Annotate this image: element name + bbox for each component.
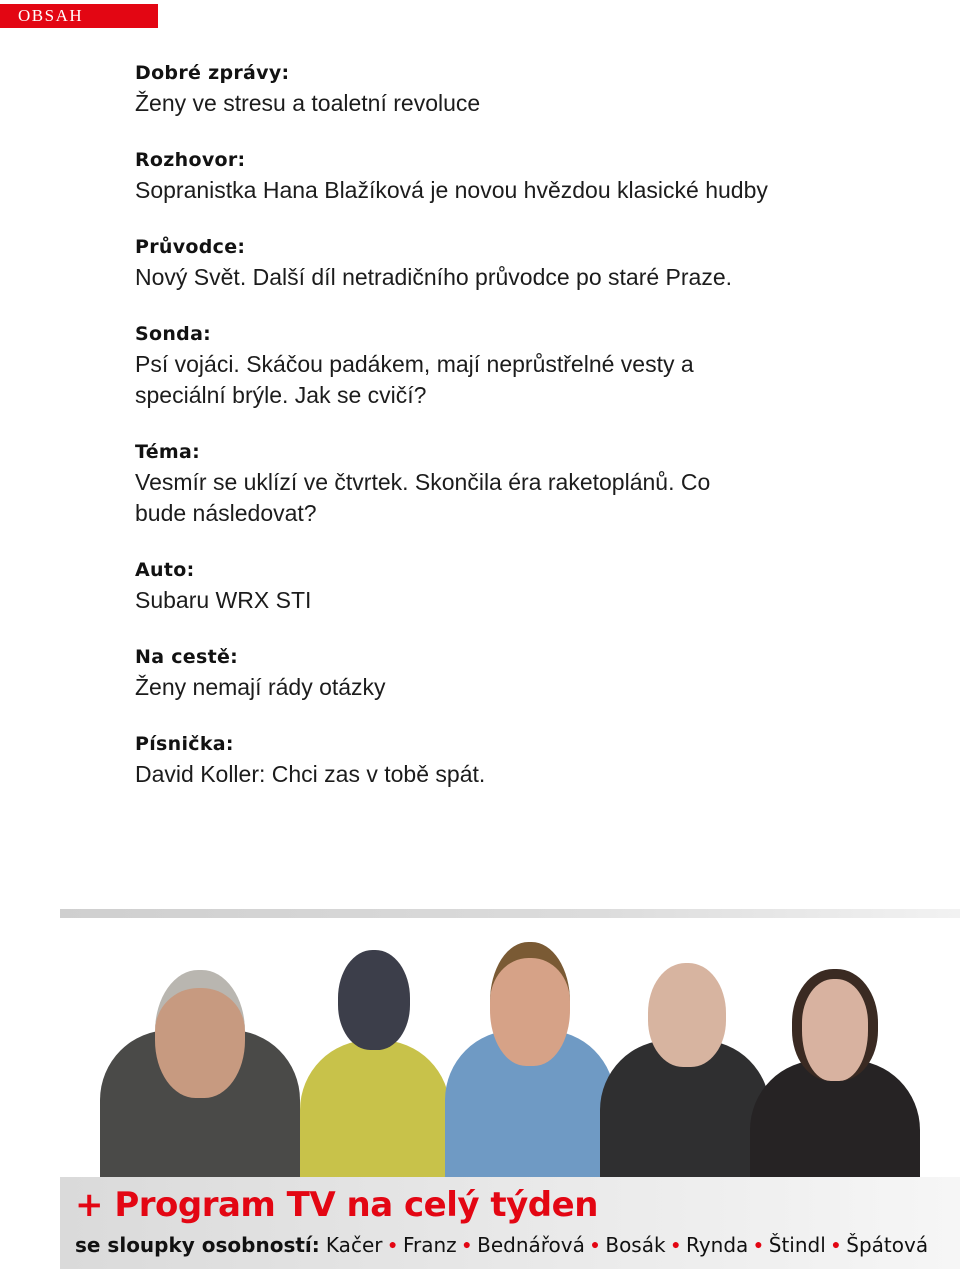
toc-entry[interactable] [135,642,935,703]
entry-heading: Na cestě: [135,646,239,668]
entry-heading: Sonda: [135,323,212,345]
bullet-icon: ● [831,1236,841,1252]
columnist-photo [100,960,300,1180]
columnist-name: Bosák [605,1233,666,1257]
columnist-name: Bednářová [477,1233,585,1257]
toc-entry[interactable] [135,145,935,206]
columnist-photo [600,955,770,1180]
section-tag: OBSAH [0,4,158,28]
entry-heading: Dobré zprávy: [135,62,290,84]
toc-entry[interactable] [135,319,935,411]
columnist-photo [445,940,615,1180]
toc-entry[interactable] [135,555,935,616]
entry-text: David Koller: Chci zas v tobě spát. [135,761,486,787]
columnist-name: Rynda [686,1233,749,1257]
toc-entry[interactable] [135,729,935,790]
columnist-name: Kačer [325,1233,383,1257]
tv-program-banner[interactable] [60,1177,960,1269]
columnist-names [326,1232,928,1257]
banner-subtitle [75,1232,928,1258]
columnist-photo [300,945,450,1180]
divider [60,909,960,918]
entry-heading: Auto: [135,559,195,581]
bullet-icon: ● [590,1236,600,1252]
banner-title: + Program TV na celý týden [75,1185,598,1225]
entry-text: Ženy nemají rády otázky [135,674,386,700]
bullet-icon: ● [388,1236,397,1252]
entry-heading: Téma: [135,441,201,463]
banner-lead: se sloupky osobností: [75,1233,320,1257]
columnists-photo [60,940,960,1180]
toc-entry[interactable] [135,437,935,529]
bullet-icon: ● [754,1236,763,1252]
columnist-photo [750,965,920,1180]
entry-text: Sopranistka Hana Blažíková je novou hvězdou klasické hudby [135,177,768,203]
entry-heading: Písnička: [135,733,234,755]
entry-text: Nový Svět. Další díl netradičního průvodce po staré Praze. [135,264,733,290]
bullet-icon: ● [462,1236,472,1252]
columnist-name: Franz [402,1233,457,1257]
bullet-icon: ● [671,1236,681,1252]
entry-text: Subaru WRX STI [135,587,312,613]
entry-text: Ženy ve stresu a toaletní revoluce [135,90,481,116]
entry-heading: Průvodce: [135,236,246,258]
columnist-name: Štindl [768,1233,826,1257]
entry-text: Psí vojáci. Skáčou padákem, mají neprůstřelné vesty a speciální brýle. Jak se cvičí? [135,351,694,408]
entry-text: Vesmír se uklízí ve čtvrtek. Skončila éra raketoplánů. Co bude následovat? [135,469,711,526]
columnist-name: Špátová [846,1233,929,1257]
toc-entry[interactable] [135,58,935,119]
entry-heading: Rozhovor: [135,149,246,171]
table-of-contents [135,58,935,816]
toc-entry[interactable] [135,232,935,293]
